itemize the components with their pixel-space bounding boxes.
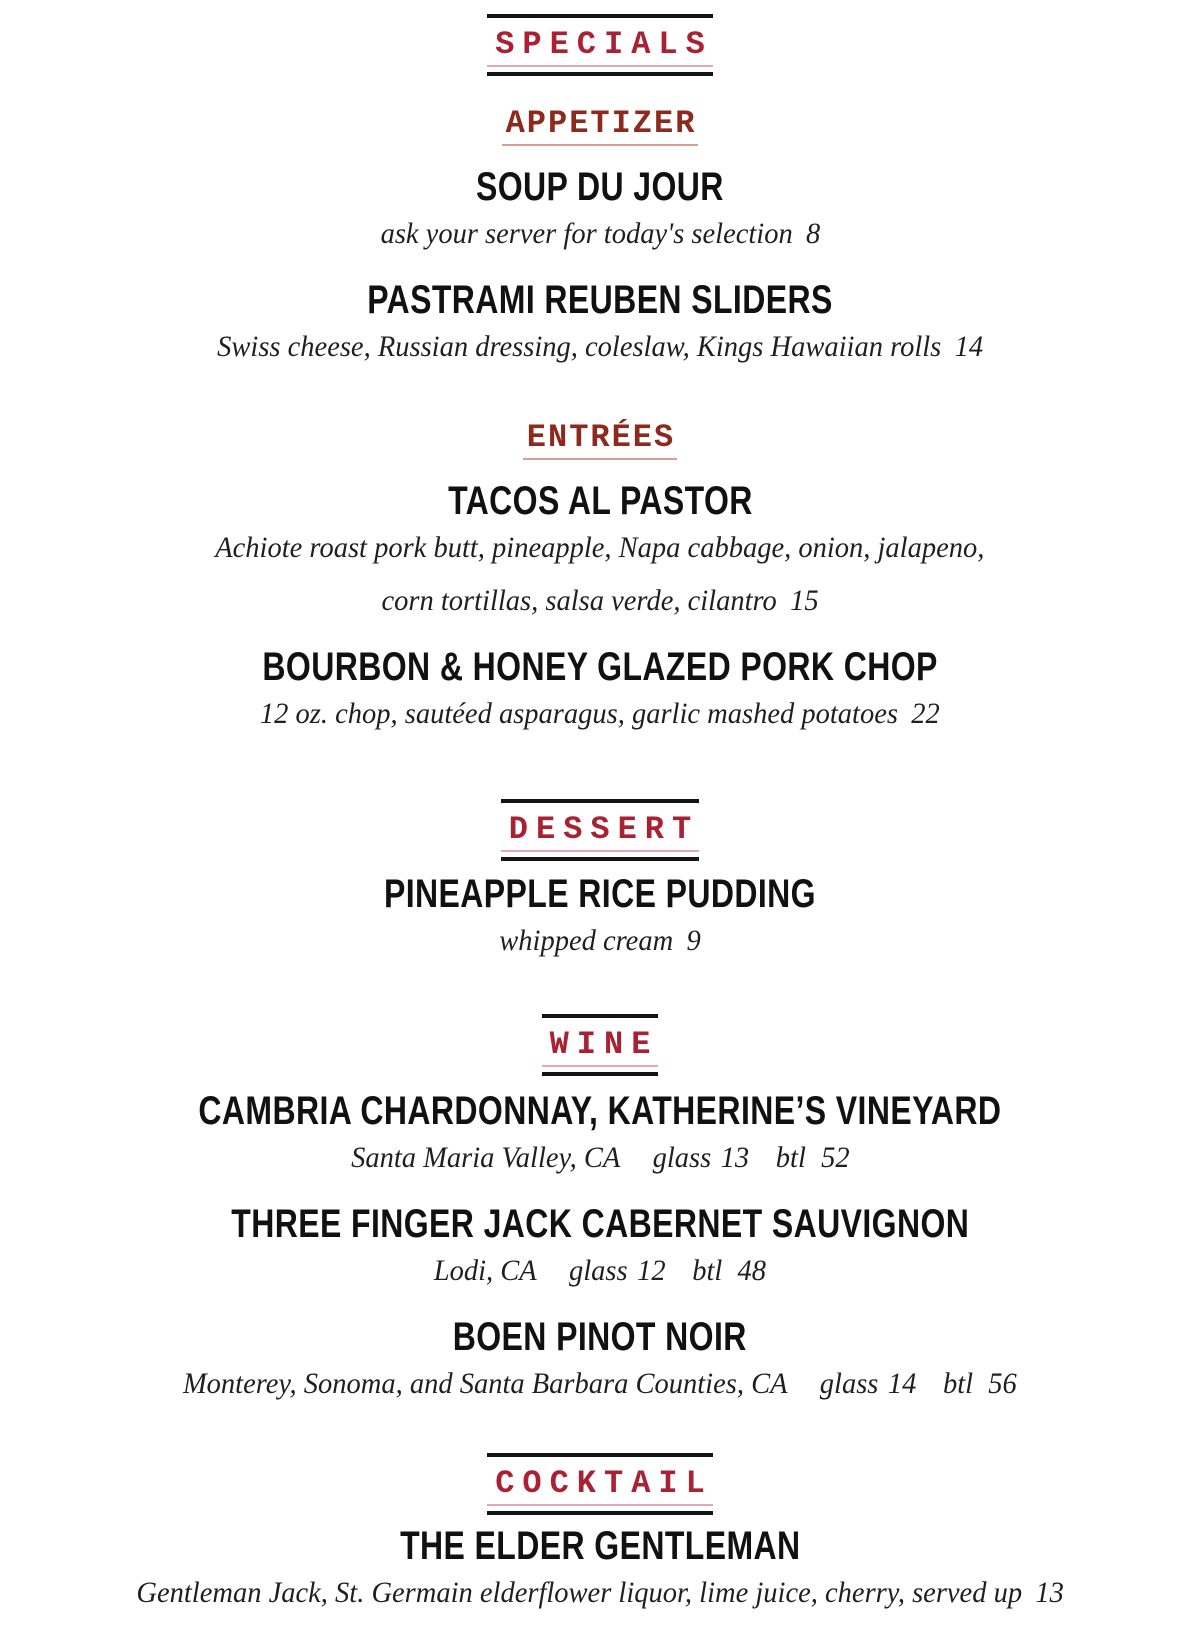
item-description-line [0, 1360, 1200, 1413]
bottle-label: btl [775, 1141, 806, 1174]
menu-item-tacos-al-pastor [0, 478, 1200, 630]
menu-item-pineapple-rice-pudding [0, 871, 1200, 970]
item-description-line [0, 577, 1200, 630]
item-description-line [0, 1247, 1200, 1300]
item-name: BOEN PINOT NOIR [452, 1315, 748, 1359]
section-header-cocktail [0, 1453, 1200, 1515]
title-rule-top [487, 14, 713, 18]
glass-price: 14 [888, 1367, 917, 1400]
item-price: 9 [686, 924, 701, 957]
section-header-appetizer [0, 106, 1200, 146]
item-name: BOURBON & HONEY GLAZED PORK CHOP [262, 645, 938, 689]
item-name: PINEAPPLE RICE PUDDING [384, 872, 816, 916]
item-description-line [0, 210, 1200, 263]
item-description-line [0, 524, 1200, 577]
item-price: 22 [911, 697, 940, 730]
item-name: TACOS AL PASTOR [447, 479, 753, 523]
item-price: 8 [805, 217, 820, 250]
menu-item-bourbon-honey-pork-chop [0, 644, 1200, 743]
wine-rule-top [542, 1014, 659, 1018]
wine-location: Monterey, Sonoma, and Santa Barbara Counties, CA [183, 1367, 788, 1400]
menu-item-three-finger-jack-cabernet [0, 1201, 1200, 1300]
item-description-line [0, 1134, 1200, 1187]
item-description: Gentleman Jack, St. Germain elderflower liquor, lime juice, cherry, served up [136, 1576, 1022, 1609]
menu-item-cambria-chardonnay [0, 1088, 1200, 1187]
glass-label: glass [652, 1141, 711, 1174]
bottle-price: 52 [820, 1141, 850, 1174]
item-description-line [0, 323, 1200, 376]
section-header-dessert [0, 799, 1200, 861]
menu-item-pastrami-reuben-sliders [0, 277, 1200, 376]
menu-item-boen-pinot-noir [0, 1314, 1200, 1413]
cocktail-rule-bottom [487, 1511, 713, 1515]
dessert-rule-top [501, 799, 699, 803]
menu-title-block [0, 14, 1200, 76]
glass-label: glass [819, 1367, 879, 1400]
bottle-label: btl [943, 1367, 974, 1400]
wine-location: Lodi, CA [433, 1254, 537, 1287]
section-title-entrees: ENTRÉES [523, 420, 677, 460]
item-price: 15 [790, 584, 819, 617]
bottle-price: 48 [737, 1254, 767, 1287]
item-description-line [0, 917, 1200, 970]
item-description-line [0, 690, 1200, 743]
item-description: ask your server for today's selection [380, 217, 793, 250]
menu-item-soup-du-jour [0, 164, 1200, 263]
item-description: corn tortillas, salsa verde, cilantro [381, 584, 777, 617]
bottle-price: 56 [988, 1367, 1017, 1400]
item-price: 13 [1035, 1576, 1064, 1609]
dessert-rule-bottom [501, 857, 699, 861]
wine-location: Santa Maria Valley, CA [350, 1141, 620, 1174]
section-title-appetizer: APPETIZER [502, 106, 699, 146]
menu-title: SPECIALS [487, 23, 713, 67]
item-description: whipped cream [499, 924, 674, 957]
title-rule-bottom [487, 72, 713, 76]
item-name: THREE FINGER JACK CABERNET SAUVIGNON [230, 1202, 969, 1246]
section-title-wine: WINE [542, 1023, 659, 1067]
wine-rule-bottom [542, 1072, 659, 1076]
glass-label: glass [569, 1254, 628, 1287]
item-description-line [0, 1569, 1200, 1622]
bottle-label: btl [692, 1254, 723, 1287]
item-description: Achiote roast pork butt, pineapple, Napa cabbage, onion, jalapeno, [215, 531, 985, 564]
cocktail-rule-top [487, 1453, 713, 1457]
item-name: THE ELDER GENTLEMAN [399, 1524, 801, 1568]
item-price: 14 [954, 330, 983, 363]
glass-price: 12 [637, 1254, 666, 1287]
section-header-wine [0, 1014, 1200, 1076]
glass-price: 13 [720, 1141, 749, 1174]
item-description: 12 oz. chop, sautéed asparagus, garlic mashed potatoes [260, 697, 899, 730]
section-title-cocktail: COCKTAIL [487, 1462, 713, 1506]
item-name: CAMBRIA CHARDONNAY, KATHERINE’S VINEYARD [198, 1089, 1002, 1133]
item-name: SOUP DU JOUR [476, 165, 724, 209]
menu-item-elder-gentleman [0, 1523, 1200, 1622]
item-description: Swiss cheese, Russian dressing, coleslaw, Kings Hawaiian rolls [217, 330, 942, 363]
section-header-entrees [0, 420, 1200, 460]
section-title-dessert: DESSERT [501, 808, 699, 852]
item-name: PASTRAMI REUBEN SLIDERS [367, 278, 833, 322]
